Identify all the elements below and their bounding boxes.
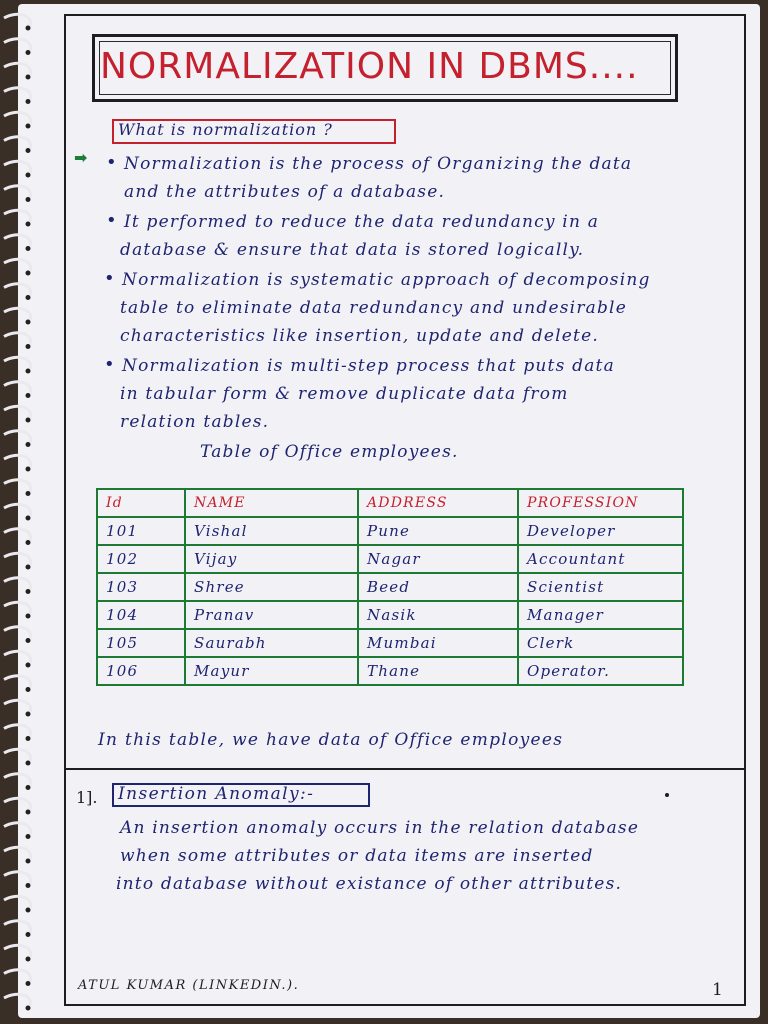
spiral-hole bbox=[26, 26, 31, 31]
column-header-address: ADDRESS bbox=[358, 489, 518, 517]
spiral-ring bbox=[4, 455, 31, 467]
cell-id: 105 bbox=[97, 629, 185, 657]
spiral-hole bbox=[26, 908, 31, 913]
page-number: 1 bbox=[712, 980, 723, 1000]
cell-id: 104 bbox=[97, 601, 185, 629]
spiral-ring bbox=[4, 823, 31, 835]
spiral-ring bbox=[4, 921, 31, 933]
cell-name: Vishal bbox=[185, 517, 358, 545]
spiral-ring bbox=[4, 700, 31, 712]
cell-address: Mumbai bbox=[358, 629, 518, 657]
spiral-hole bbox=[26, 663, 31, 668]
spiral-ring bbox=[4, 112, 31, 124]
spiral-ring bbox=[4, 676, 31, 688]
spiral-ring bbox=[4, 39, 31, 51]
spiral-hole bbox=[26, 785, 31, 790]
section-line: An insertion anomaly occurs in the relation database bbox=[120, 818, 640, 838]
spiral-hole bbox=[26, 467, 31, 472]
bullet-line: table to eliminate data redundancy and undesirable bbox=[120, 298, 627, 318]
cell-profession: Scientist bbox=[518, 573, 683, 601]
spiral-hole bbox=[26, 614, 31, 619]
spiral-hole bbox=[26, 834, 31, 839]
spiral-ring bbox=[4, 333, 31, 345]
bullet-line: Normalization is multi-step process that puts data bbox=[122, 356, 615, 376]
spiral-binding bbox=[0, 0, 40, 1024]
spiral-hole bbox=[26, 271, 31, 276]
spiral-hole bbox=[26, 491, 31, 496]
cell-profession: Operator. bbox=[518, 657, 683, 685]
cell-id: 106 bbox=[97, 657, 185, 685]
cell-name: Vijay bbox=[185, 545, 358, 573]
cell-name: Saurabh bbox=[185, 629, 358, 657]
cell-id: 102 bbox=[97, 545, 185, 573]
spiral-ring bbox=[4, 137, 31, 149]
spiral-hole bbox=[26, 173, 31, 178]
spiral-ring bbox=[4, 357, 31, 369]
spiral-ring bbox=[4, 994, 31, 1006]
spiral-hole bbox=[26, 638, 31, 643]
spiral-hole bbox=[26, 932, 31, 937]
cell-profession: Developer bbox=[518, 517, 683, 545]
spiral-ring bbox=[4, 235, 31, 247]
spiral-hole bbox=[26, 124, 31, 129]
section-divider bbox=[64, 768, 746, 770]
cell-id: 101 bbox=[97, 517, 185, 545]
bullet-line: and the attributes of a database. bbox=[124, 182, 446, 202]
section-number: 1]. bbox=[76, 788, 98, 807]
spiral-ring bbox=[4, 578, 31, 590]
cell-name: Mayur bbox=[185, 657, 358, 685]
spiral-ring bbox=[4, 480, 31, 492]
ink-dot bbox=[665, 793, 669, 797]
spiral-ring bbox=[4, 725, 31, 737]
cell-address: Nagar bbox=[358, 545, 518, 573]
spiral-ring bbox=[4, 553, 31, 565]
spiral-hole bbox=[26, 883, 31, 888]
table-row bbox=[97, 517, 683, 545]
spiral-hole bbox=[26, 99, 31, 104]
cell-address: Beed bbox=[358, 573, 518, 601]
spiral-ring bbox=[4, 602, 31, 614]
question-heading: What is normalization ? bbox=[118, 120, 333, 139]
spiral-ring bbox=[4, 161, 31, 173]
column-header-name: NAME bbox=[185, 489, 358, 517]
spiral-ring bbox=[4, 210, 31, 222]
employee-table bbox=[96, 488, 684, 686]
bullet-dot: • bbox=[106, 152, 117, 173]
spiral-hole bbox=[26, 712, 31, 717]
spiral-hole bbox=[26, 810, 31, 815]
column-header-profession: PROFESSION bbox=[518, 489, 683, 517]
spiral-ring bbox=[4, 749, 31, 761]
spiral-ring bbox=[4, 14, 31, 26]
cell-name: Pranav bbox=[185, 601, 358, 629]
bullet-line: relation tables. bbox=[120, 412, 270, 432]
spiral-hole bbox=[26, 589, 31, 594]
spiral-hole bbox=[26, 50, 31, 55]
bullet-line: in tabular form & remove duplicate data from bbox=[120, 384, 569, 404]
spiral-ring bbox=[4, 774, 31, 786]
spiral-hole bbox=[26, 761, 31, 766]
bullet-line: It performed to reduce the data redundancy in a bbox=[124, 212, 600, 232]
spiral-hole bbox=[26, 418, 31, 423]
table-row bbox=[97, 601, 683, 629]
spiral-ring bbox=[4, 504, 31, 516]
spiral-hole bbox=[26, 981, 31, 986]
table-summary: In this table, we have data of Office employees bbox=[98, 730, 564, 750]
spiral-hole bbox=[26, 320, 31, 325]
spiral-ring bbox=[4, 88, 31, 100]
column-header-id: Id bbox=[97, 489, 185, 517]
page-title: NORMALIZATION IN DBMS.... bbox=[100, 46, 639, 87]
spiral-ring bbox=[4, 945, 31, 957]
spiral-hole bbox=[26, 75, 31, 80]
bullet-line: database & ensure that data is stored logically. bbox=[120, 240, 585, 260]
bullet-line: Normalization is systematic approach of decomposing bbox=[122, 270, 651, 290]
spiral-hole bbox=[26, 736, 31, 741]
cell-address: Pune bbox=[358, 517, 518, 545]
spiral-ring bbox=[4, 798, 31, 810]
author-credit: ATUL KUMAR (LINKEDIN.). bbox=[78, 978, 300, 993]
cell-profession: Clerk bbox=[518, 629, 683, 657]
spiral-ring bbox=[4, 529, 31, 541]
spiral-hole bbox=[26, 957, 31, 962]
section-line: when some attributes or data items are inserted bbox=[120, 846, 594, 866]
bullet-dot: • bbox=[106, 210, 117, 231]
bullet-dot: • bbox=[104, 268, 115, 289]
spiral-ring bbox=[4, 308, 31, 320]
cell-profession: Manager bbox=[518, 601, 683, 629]
spiral-ring bbox=[4, 896, 31, 908]
arrow-right-icon: ➡ bbox=[74, 148, 88, 167]
section-title: Insertion Anomaly:- bbox=[118, 784, 315, 804]
spiral-hole bbox=[26, 222, 31, 227]
cell-address: Nasik bbox=[358, 601, 518, 629]
spiral-ring bbox=[4, 847, 31, 859]
spiral-ring bbox=[4, 186, 31, 198]
spiral-ring bbox=[4, 259, 31, 271]
table-header-row bbox=[97, 489, 683, 517]
spiral-hole bbox=[26, 1006, 31, 1011]
cell-id: 103 bbox=[97, 573, 185, 601]
spiral-ring bbox=[4, 651, 31, 663]
spiral-hole bbox=[26, 442, 31, 447]
spiral-hole bbox=[26, 246, 31, 251]
cell-name: Shree bbox=[185, 573, 358, 601]
spiral-hole bbox=[26, 565, 31, 570]
bullet-line: characteristics like insertion, update and delete. bbox=[120, 326, 599, 346]
spiral-ring bbox=[4, 872, 31, 884]
spiral-hole bbox=[26, 859, 31, 864]
spiral-ring bbox=[4, 431, 31, 443]
cell-address: Thane bbox=[358, 657, 518, 685]
spiral-ring bbox=[4, 406, 31, 418]
spiral-hole bbox=[26, 540, 31, 545]
table-row bbox=[97, 545, 683, 573]
bullet-line: Normalization is the process of Organizing the data bbox=[124, 154, 633, 174]
section-line: into database without existance of other attributes. bbox=[116, 874, 623, 894]
table-row bbox=[97, 573, 683, 601]
spiral-ring bbox=[4, 284, 31, 296]
spiral-hole bbox=[26, 148, 31, 153]
spiral-ring bbox=[4, 63, 31, 75]
spiral-hole bbox=[26, 516, 31, 521]
spiral-ring bbox=[4, 627, 31, 639]
table-row bbox=[97, 629, 683, 657]
spiral-hole bbox=[26, 344, 31, 349]
bullet-dot: • bbox=[104, 354, 115, 375]
spiral-ring bbox=[4, 382, 31, 394]
spiral-ring bbox=[4, 970, 31, 982]
table-row bbox=[97, 657, 683, 685]
spiral-hole bbox=[26, 295, 31, 300]
spiral-hole bbox=[26, 393, 31, 398]
spiral-hole bbox=[26, 369, 31, 374]
spiral-hole bbox=[26, 687, 31, 692]
cell-profession: Accountant bbox=[518, 545, 683, 573]
spiral-hole bbox=[26, 197, 31, 202]
table-caption: Table of Office employees. bbox=[200, 442, 459, 462]
